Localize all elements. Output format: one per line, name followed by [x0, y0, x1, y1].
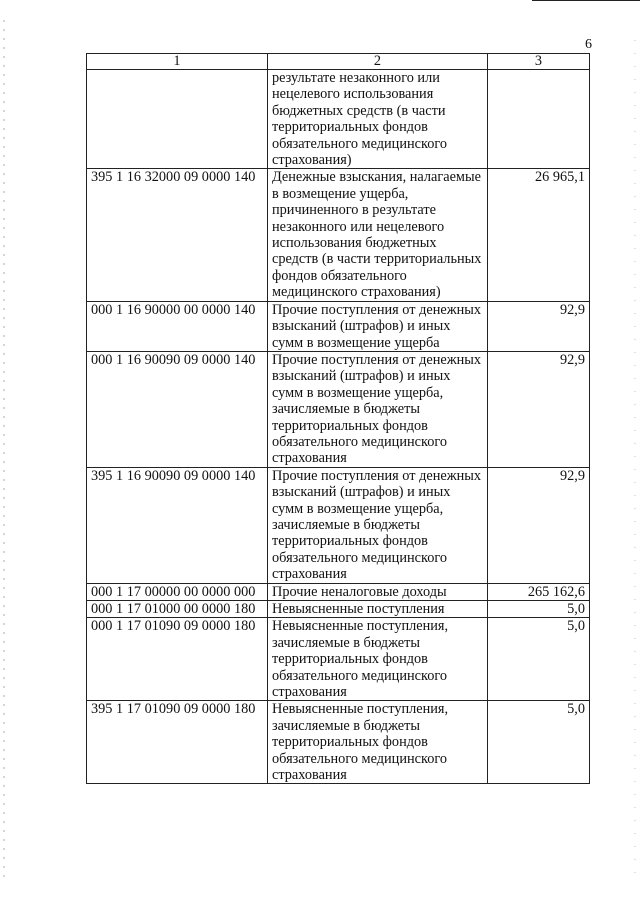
- description-cell: Прочие поступления от денежных взысканий (штрафов) и иных сумм в возмещение ущерба, зачисляемые в бюджеты территориальных фондов обязательного медицинского страхования: [268, 467, 488, 583]
- table-row: [87, 583, 590, 600]
- description-cell: Невыясненные поступления, зачисляемые в бюджеты территориальных фондов обязательного медицинского страхования: [268, 701, 488, 784]
- description-cell: Прочие неналоговые доходы: [268, 583, 488, 600]
- column-header-2: 2: [268, 54, 488, 70]
- description-cell: Невыясненные поступления, зачисляемые в бюджеты территориальных фондов обязательного медицинского страхования: [268, 618, 488, 701]
- description-cell: Прочие поступления от денежных взысканий (штрафов) и иных сумм в возмещение ущерба: [268, 301, 488, 351]
- table-row: [87, 601, 590, 618]
- amount-cell: 5,0: [488, 701, 590, 784]
- table-row: [87, 169, 590, 301]
- amount-cell: 92,9: [488, 351, 590, 467]
- amount-cell: 92,9: [488, 301, 590, 351]
- column-header-3: 3: [488, 54, 590, 70]
- amount-cell: 265 162,6: [488, 583, 590, 600]
- amount-cell: [488, 70, 590, 169]
- table-body: [87, 70, 590, 784]
- table-header: [87, 54, 590, 70]
- code-cell: 000 1 17 01090 09 0000 180: [87, 618, 268, 701]
- code-cell: 395 1 16 32000 09 0000 140: [87, 169, 268, 301]
- code-cell: 395 1 17 01090 09 0000 180: [87, 701, 268, 784]
- column-header-1: 1: [87, 54, 268, 70]
- page-number: 6: [585, 37, 592, 52]
- scan-edge-right: [634, 40, 636, 880]
- top-rule: [532, 0, 640, 1]
- description-cell: Денежные взыскания, налагаемые в возмещение ущерба, причиненного в результате незаконного или нецелевого использования бюджетных средств (в части территориальных фондов обязательного медицинского страхования): [268, 169, 488, 301]
- table-row: [87, 618, 590, 701]
- table-row: [87, 70, 590, 169]
- code-cell: 000 1 17 01000 00 0000 180: [87, 601, 268, 618]
- table-row: [87, 701, 590, 784]
- code-cell: [87, 70, 268, 169]
- code-cell: 000 1 16 90090 09 0000 140: [87, 351, 268, 467]
- description-cell: Прочие поступления от денежных взысканий (штрафов) и иных сумм в возмещение ущерба, зачисляемые в бюджеты территориальных фондов обязательного медицинского страхования: [268, 351, 488, 467]
- description-cell: Невыясненные поступления: [268, 601, 488, 618]
- code-cell: 000 1 17 00000 00 0000 000: [87, 583, 268, 600]
- revenue-table: [86, 53, 590, 784]
- header-row: [87, 54, 590, 70]
- table-row: [87, 351, 590, 467]
- amount-cell: 26 965,1: [488, 169, 590, 301]
- table-row: [87, 301, 590, 351]
- amount-cell: 92,9: [488, 467, 590, 583]
- scan-edge-left: [3, 20, 5, 880]
- code-cell: 395 1 16 90090 09 0000 140: [87, 467, 268, 583]
- code-cell: 000 1 16 90000 00 0000 140: [87, 301, 268, 351]
- amount-cell: 5,0: [488, 601, 590, 618]
- table-row: [87, 467, 590, 583]
- amount-cell: 5,0: [488, 618, 590, 701]
- description-cell: результате незаконного или нецелевого использования бюджетных средств (в части территориальных фондов обязательного медицинского страхования): [268, 70, 488, 169]
